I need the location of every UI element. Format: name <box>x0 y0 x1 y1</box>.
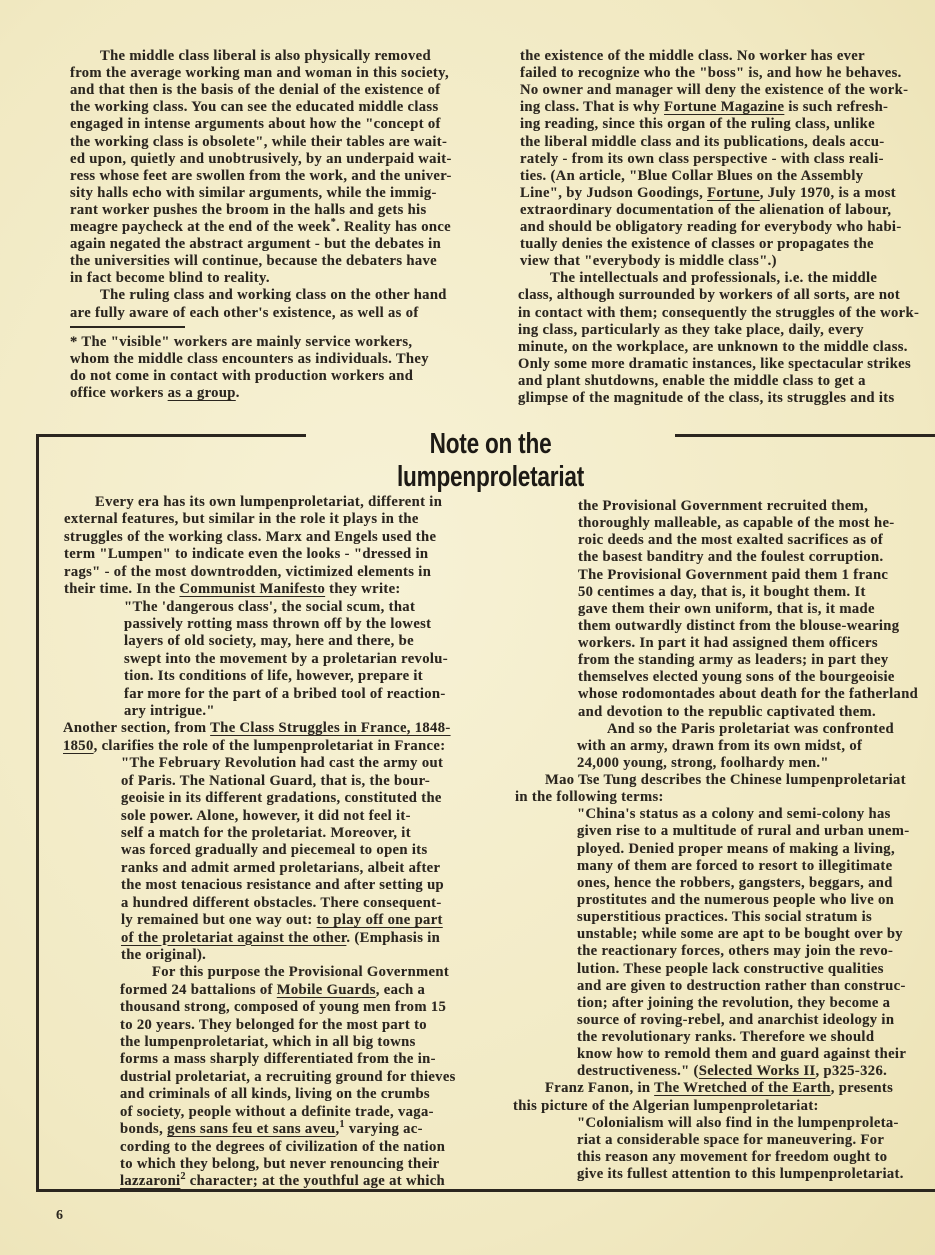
text-line: from the standing army as leaders; in part they <box>578 652 889 669</box>
text-line: 24,000 young, strong, foolhardy men." <box>577 754 829 771</box>
text-line: The Provisional Government paid them 1 franc <box>578 566 889 583</box>
text-segment: ing class. That is why <box>520 99 665 116</box>
text-line: was forced gradually and piecemeal to open its <box>121 842 428 859</box>
text-line: in contact with them; consequently the struggles of the work- <box>518 304 920 321</box>
text-line: "The 'dangerous class', the social scum, that <box>124 598 416 615</box>
text-line: prostitutes and the numerous people who live on <box>577 891 895 908</box>
text-segment: , clarifies the role of the lumpenproletariat in France: <box>93 737 446 754</box>
underlined-title: Fortune Magazine <box>664 99 785 116</box>
text-line <box>520 185 896 202</box>
text-line: and plant shutdowns, enable the middle class to get a <box>518 372 866 389</box>
box-border-left <box>36 434 39 1192</box>
text-line: external features, but similar in the role it plays in the <box>64 511 419 528</box>
text-line: view that "everybody is middle class".) <box>520 253 777 270</box>
footnote-marker: 1 <box>339 1119 345 1131</box>
text-line: sity halls echo with similar arguments, while the immig- <box>70 184 437 201</box>
text-line: this reason any movement for freedom ought to <box>577 1148 888 1165</box>
text-line <box>577 1063 887 1080</box>
box-border-top-left <box>36 434 306 437</box>
text-line: tion; after joining the revolution, they become a <box>577 994 891 1011</box>
text-line: For this purpose the Provisional Government <box>152 964 450 981</box>
text-line: The middle class liberal is also physically removed <box>100 48 431 64</box>
text-line <box>64 581 401 598</box>
underlined-title: Selected Works II <box>698 1063 816 1080</box>
text-line: given rise to a multitude of rural and urban unem- <box>577 823 910 840</box>
text-line: roic deeds and the most exalted sacrifices as of <box>578 532 884 549</box>
text-segment: ly remained but one way out: <box>121 912 317 929</box>
text-line: tion. Its conditions of life, however, prepare it <box>124 668 424 685</box>
text-line: ed upon, quietly and unobtrusively, by an underpaid wait- <box>70 150 452 167</box>
text-line: the revolutionary ranks. Therefore we should <box>577 1029 875 1046</box>
text-line: and are given to destruction rather than construc- <box>577 977 906 994</box>
text-line: rately - from its own class perspective - with class reali- <box>520 150 884 167</box>
text-line: lution. These people lack constructive qualities <box>577 960 884 977</box>
text-line: far more for the part of a bribed tool of reaction- <box>124 685 446 702</box>
text-line: know how to remold them and guard against their <box>577 1046 907 1063</box>
text-line: are fully aware of each other's existence, as well as of <box>70 304 419 321</box>
text-segment: formed 24 battalions of <box>120 981 277 998</box>
text-segment: . (Emphasis in <box>346 929 441 946</box>
text-line: And so the Paris proletariat was confronted <box>607 720 894 737</box>
text-segment: Another section, from <box>63 720 211 737</box>
text-line: the existence of the middle class. No worker has ever <box>520 48 865 64</box>
text-line: and devotion to the republic captivated them. <box>578 703 877 720</box>
footnote-marker: 2 <box>180 1171 186 1183</box>
text-line <box>121 912 443 929</box>
text-line: gave them their own uniform, that is, it made <box>578 600 875 617</box>
text-line: whose rodomontades about death for the fatherland <box>578 686 919 703</box>
text-line <box>120 1173 445 1190</box>
text-line: whom the middle class encounters as individuals. They <box>70 351 429 368</box>
text-line: superstitious practices. This social stratum is <box>577 909 873 926</box>
text-line: ployed. Denied proper means of making a living, <box>577 840 895 857</box>
text-line: in fact become blind to reality. <box>70 270 270 287</box>
text-line: ary intrigue." <box>124 703 215 720</box>
text-line: engaged in intense arguments about how the "concept of <box>70 116 441 133</box>
text-line: extraordinary documentation of the alienation of labour, <box>520 201 892 218</box>
text-line <box>120 982 425 999</box>
text-line: 50 centimes a day, that is, it bought them. It <box>578 583 866 600</box>
text-line: cording to the degrees of civilization of the nation <box>120 1138 446 1155</box>
text-line: "The February Revolution had cast the army out <box>121 755 444 772</box>
text-line: a hundred different obstacles. There consequent- <box>121 894 442 911</box>
text-segment: Franz Fanon, in <box>545 1080 655 1097</box>
text-line <box>70 385 240 402</box>
text-segment: . <box>235 385 240 402</box>
text-line <box>121 930 440 947</box>
text-line <box>63 738 445 755</box>
underlined-title: as a group <box>167 385 236 402</box>
text-line: rags" - of the most downtrodden, victimized elements in <box>64 563 432 580</box>
text-line: the working class is obsolete", while their tables are wait- <box>70 133 448 150</box>
text-line: passively rotting mass thrown off by the lowest <box>124 615 432 632</box>
page-number: 6 <box>56 1208 63 1223</box>
text-segment: bonds, <box>120 1121 168 1138</box>
text-line: the liberal middle class and its publications, deals accu- <box>520 133 885 150</box>
text-line: ones, hence the robbers, gangsters, beggars, and <box>577 874 893 891</box>
text-line: in the following terms: <box>515 789 664 806</box>
text-line: the lumpenproletariat, which in all big towns <box>120 1034 416 1051</box>
text-line: "Colonialism will also find in the lumpenproleta- <box>577 1114 899 1131</box>
text-line: the basest banditry and the foulest corruption. <box>578 549 884 566</box>
text-segment: , July 1970, is a most <box>759 184 897 201</box>
text-line: with an army, drawn from its own midst, of <box>577 737 863 754</box>
text-line <box>63 720 451 737</box>
text-line: do not come in contact with production workers and <box>70 368 414 385</box>
text-segment: , p325-326. <box>815 1063 888 1080</box>
underlined-title: The Wretched of the Earth <box>654 1080 831 1097</box>
footnote-marker: * <box>330 217 337 228</box>
text-line: term "Lumpen" to indicate even the looks - "dressed in <box>64 546 429 563</box>
underlined-title: to play off one part <box>316 912 443 929</box>
text-line: dustrial proletariat, a recruiting ground for thieves <box>120 1068 456 1085</box>
text-line: Only some more dramatic instances, like spectacular strikes <box>518 355 912 372</box>
text-line: again negated the abstract argument - but the debates in <box>70 236 442 253</box>
text-line: swept into the movement by a proletarian revolu- <box>124 650 448 667</box>
text-line: to which they belong, but never renouncing their <box>120 1155 440 1172</box>
text-segment: their time. In the <box>64 581 180 598</box>
text-line: themselves elected young sons of the bourgeoisie <box>578 669 895 686</box>
text-line: the Provisional Government recruited them, <box>578 498 869 514</box>
text-segment: , presents <box>830 1080 894 1097</box>
footnote-divider <box>70 326 185 328</box>
text-line: layers of old society, may, here and there, be <box>124 633 414 650</box>
text-line: class, although surrounded by workers of all sorts, are not <box>518 287 901 304</box>
text-line: of Paris. The National Guard, that is, the bour- <box>121 772 431 789</box>
text-line: geoisie in its different gradations, constituted the <box>121 790 442 807</box>
underlined-title: lazzaroni <box>120 1173 181 1190</box>
text-line: No owner and manager will deny the existence of the work- <box>520 82 909 99</box>
text-line: the reactionary forces, others may join the revo- <box>577 943 894 960</box>
text-line: the universities will continue, because the debaters have <box>70 253 437 270</box>
text-line: failed to recognize who the "boss" is, and how he behaves. <box>520 65 902 82</box>
underlined-title: of the proletariat against the other <box>121 929 347 946</box>
text-line: the working class. You can see the educated middle class <box>70 99 439 116</box>
text-line: source of roving-rebel, and anarchist ideology in <box>577 1011 895 1028</box>
underlined-title: Fortune <box>707 184 760 201</box>
text-line: struggles of the working class. Marx and Engels used the <box>64 528 437 545</box>
text-line: thoroughly malleable, as capable of the most he- <box>578 515 895 532</box>
text-line: ress whose feet are swollen from the work, and the univer- <box>70 167 452 184</box>
text-line: minute, on the workplace, are unknown to the middle class. <box>518 338 908 355</box>
text-segment: , each a <box>375 981 426 998</box>
text-line: forms a mass sharply differentiated from the in- <box>120 1051 436 1068</box>
text-line: The intellectuals and professionals, i.e. the middle <box>550 270 878 287</box>
text-line: "China's status as a colony and semi-colony has <box>577 806 891 823</box>
text-line: ranks and admit armed proletarians, albeit after <box>121 859 441 876</box>
text-line: rant worker pushes the broom in the halls and gets his <box>70 201 427 218</box>
text-line: and should be obligatory reading for everybody who habi- <box>520 219 902 235</box>
text-segment: . Reality has once <box>336 219 451 235</box>
text-line: to 20 years. They belonged for the most part to <box>120 1016 427 1033</box>
underlined-title: Communist Manifesto <box>179 581 326 598</box>
text-segment: Line", by Judson Goodings, <box>520 184 708 201</box>
text-segment: character; at the youthful age at which <box>185 1173 446 1190</box>
text-line: Every era has its own lumpenproletariat, different in <box>95 494 443 510</box>
text-line <box>520 99 888 116</box>
text-line: Mao Tse Tung describes the Chinese lumpenproletariat <box>545 772 906 789</box>
text-line: the original). <box>121 946 207 963</box>
text-segment: destructiveness." ( <box>577 1063 699 1080</box>
text-segment: they write: <box>325 581 401 598</box>
text-line: and criminals of all kinds, living on the crumbs <box>120 1086 430 1103</box>
text-line: glimpse of the magnitude of the class, its struggles and its <box>518 390 895 406</box>
text-line: the most tenacious resistance and after setting up <box>121 877 445 894</box>
text-line: ing class, particularly as they take place, daily, every <box>518 321 864 338</box>
text-line: ties. (An article, "Blue Collar Blues on the Assembly <box>520 167 864 184</box>
text-line: workers. In part it had assigned them officers <box>578 635 878 652</box>
text-line: this picture of the Algerian lumpenproletariat: <box>513 1097 819 1114</box>
text-line: thousand strong, composed of young men from 15 <box>120 999 447 1016</box>
text-line <box>545 1080 893 1097</box>
text-line: of society, people without a definite trade, vaga- <box>120 1103 434 1120</box>
box-title: Note on the lumpenproletariat <box>396 428 585 493</box>
text-line: many of them are forced to resort to illegitimate <box>577 857 893 874</box>
text-line: and that then is the basis of the denial of the existence of <box>70 82 441 99</box>
text-segment: office workers <box>70 385 168 402</box>
text-line: unstable; while some are apt to be bought over by <box>577 926 903 943</box>
text-line: ing reading, since this organ of the ruling class, unlike <box>520 116 875 133</box>
text-line: tually denies the existence of classes or propagates the <box>520 236 874 253</box>
text-line: * The "visible" workers are mainly service workers, <box>70 334 413 350</box>
underlined-title: The Class Struggles in France, 1848- <box>210 720 451 737</box>
text-line: give its fullest attention to this lumpenproletariat. <box>577 1166 904 1183</box>
text-line <box>120 1121 423 1138</box>
text-line: them outwardly distinct from the blouse-wearing <box>578 617 900 634</box>
text-line: from the average working man and woman in this society, <box>70 65 449 82</box>
text-line: The ruling class and working class on the other hand <box>100 287 447 304</box>
text-segment: , <box>335 1121 340 1138</box>
underlined-title: gens sans feu et sans aveu <box>167 1121 336 1138</box>
text-line: riat a considerable space for maneuvering. For <box>577 1131 885 1148</box>
underlined-title: 1850 <box>63 737 94 754</box>
text-segment: is such refresh- <box>784 99 889 116</box>
text-line: sole power. Alone, however, it did not feel it- <box>121 807 411 824</box>
underlined-title: Mobile Guards <box>276 981 376 998</box>
text-segment: meagre paycheck at the end of the week <box>70 219 331 235</box>
box-border-top-right <box>675 434 935 437</box>
text-segment: varying ac- <box>344 1121 423 1138</box>
text-line: self a match for the proletariat. Moreover, it <box>121 824 411 841</box>
text-line <box>70 219 451 236</box>
